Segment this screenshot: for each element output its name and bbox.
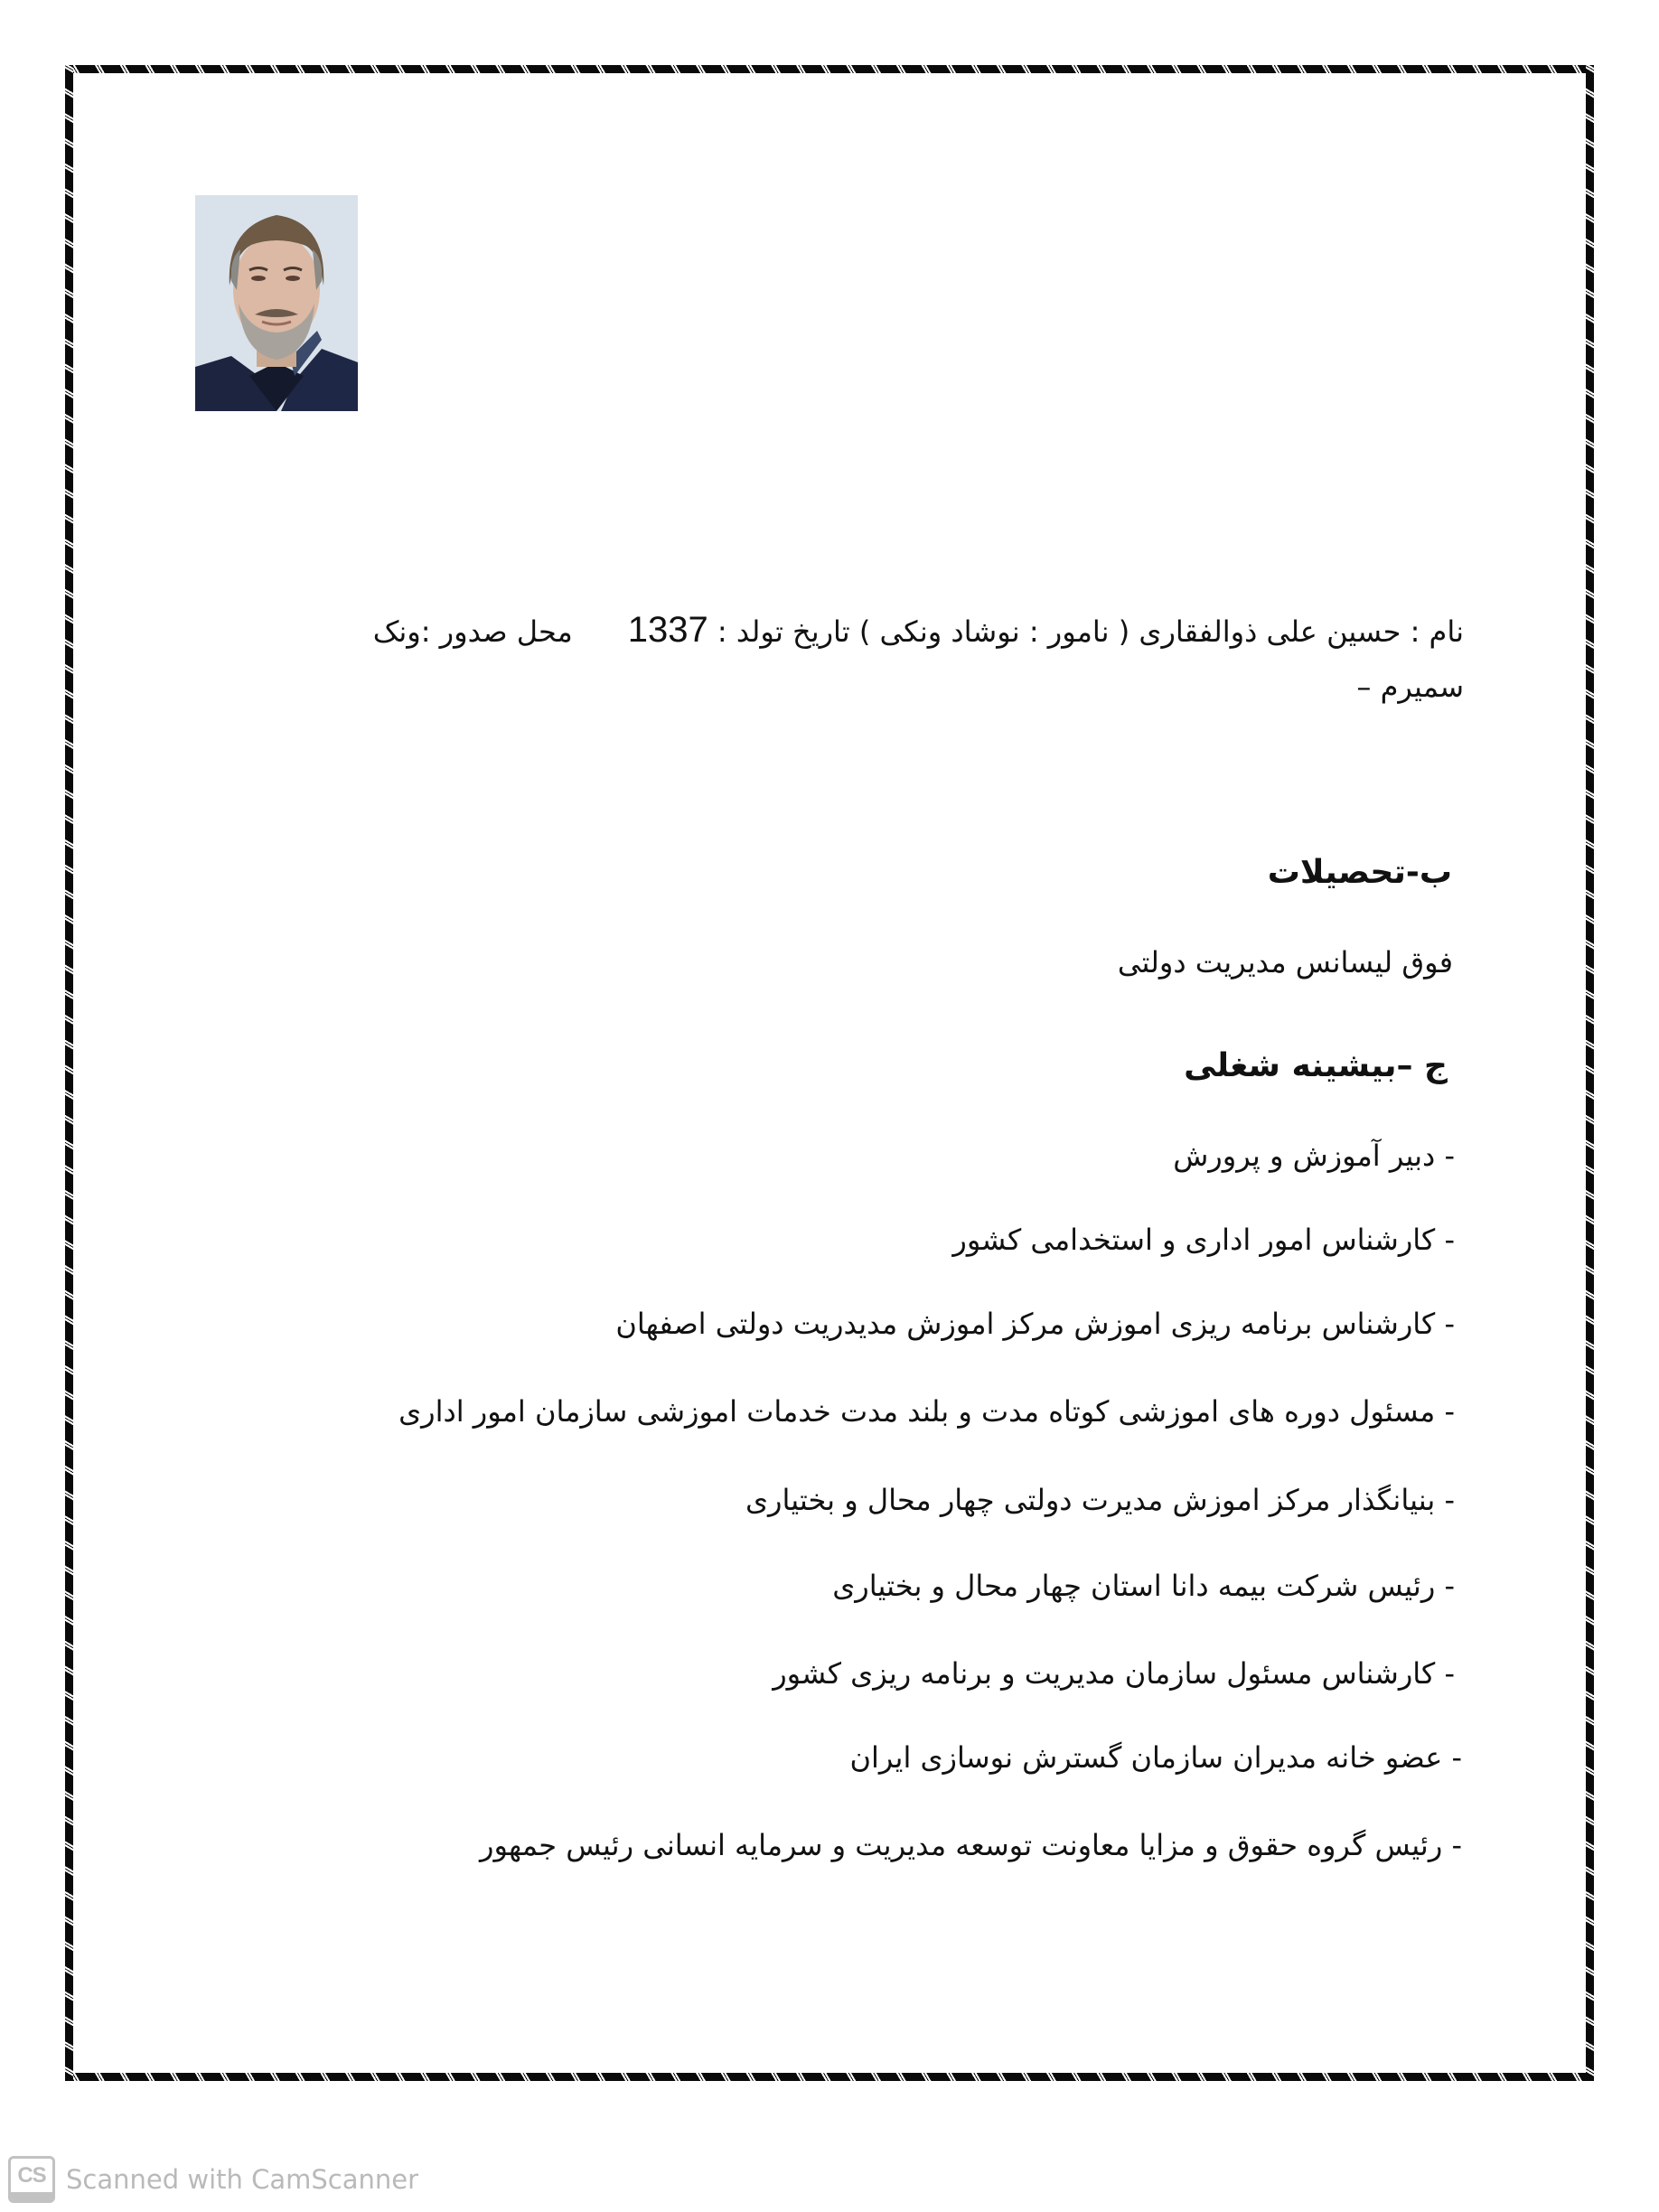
- experience-heading: ج –بیشینه شغلی: [1184, 1047, 1448, 1084]
- issue-place: محل صدور :ونک: [372, 614, 628, 649]
- experience-item: - عضو خانه مدیران سازمان گسترش نوسازی ایران: [849, 1740, 1462, 1775]
- name-and-birth-label: نام : حسین علی ذوالفقاری ( نامور : نوشاد ونکی ) تاریخ تولد :: [708, 614, 1464, 649]
- education-degree: فوق لیسانس مدیریت دولتی: [1117, 945, 1453, 979]
- camscanner-watermark: [8, 2155, 418, 2204]
- experience-item: - مسئول دوره های اموزشی کوتاه مدت و بلند مدت خدمات اموزشی سازمان امور اداری: [398, 1394, 1455, 1429]
- experience-item: - رئیس گروه حقوق و مزایا معاونت توسعه مدیریت و سرمایه انسانی رئیس جمهور: [480, 1828, 1462, 1862]
- page-frame-left: [65, 65, 73, 2081]
- page-frame-bottom: [65, 2073, 1594, 2081]
- birth-year: 1337: [627, 610, 708, 650]
- issue-place-continued: سمیرم –: [1356, 670, 1464, 704]
- experience-item: - بنیانگذار مرکز اموزش مدیرت دولتی چهار محال و بختیاری: [745, 1483, 1455, 1517]
- experience-item: - کارشناس امور اداری و استخدامی کشور: [952, 1223, 1455, 1257]
- experience-item: - کارشناس مسئول سازمان مدیریت و برنامه ریزی کشور: [773, 1656, 1455, 1691]
- camscanner-logo-icon: [8, 2156, 55, 2203]
- camscanner-text: Scanned with CamScanner: [66, 2164, 419, 2195]
- page-frame-top: [65, 65, 1594, 73]
- experience-item: - رئیس شرکت بیمه دانا استان چهار محال و بختیاری: [832, 1569, 1455, 1603]
- camscanner-logo-text: CS: [17, 2163, 46, 2188]
- experience-item: - کارشناس برنامه ریزی اموزش مرکز اموزش مدیدریت دولتی اصفهان: [615, 1307, 1455, 1341]
- camscanner-logo-bar: [11, 2192, 52, 2200]
- personal-info-line: [373, 612, 1464, 648]
- experience-item: - دبیر آموزش و پرورش: [1173, 1139, 1455, 1173]
- portrait-photo: [195, 195, 358, 411]
- education-heading: ب-تحصیلات: [1267, 854, 1452, 891]
- page-frame-right: [1586, 65, 1594, 2081]
